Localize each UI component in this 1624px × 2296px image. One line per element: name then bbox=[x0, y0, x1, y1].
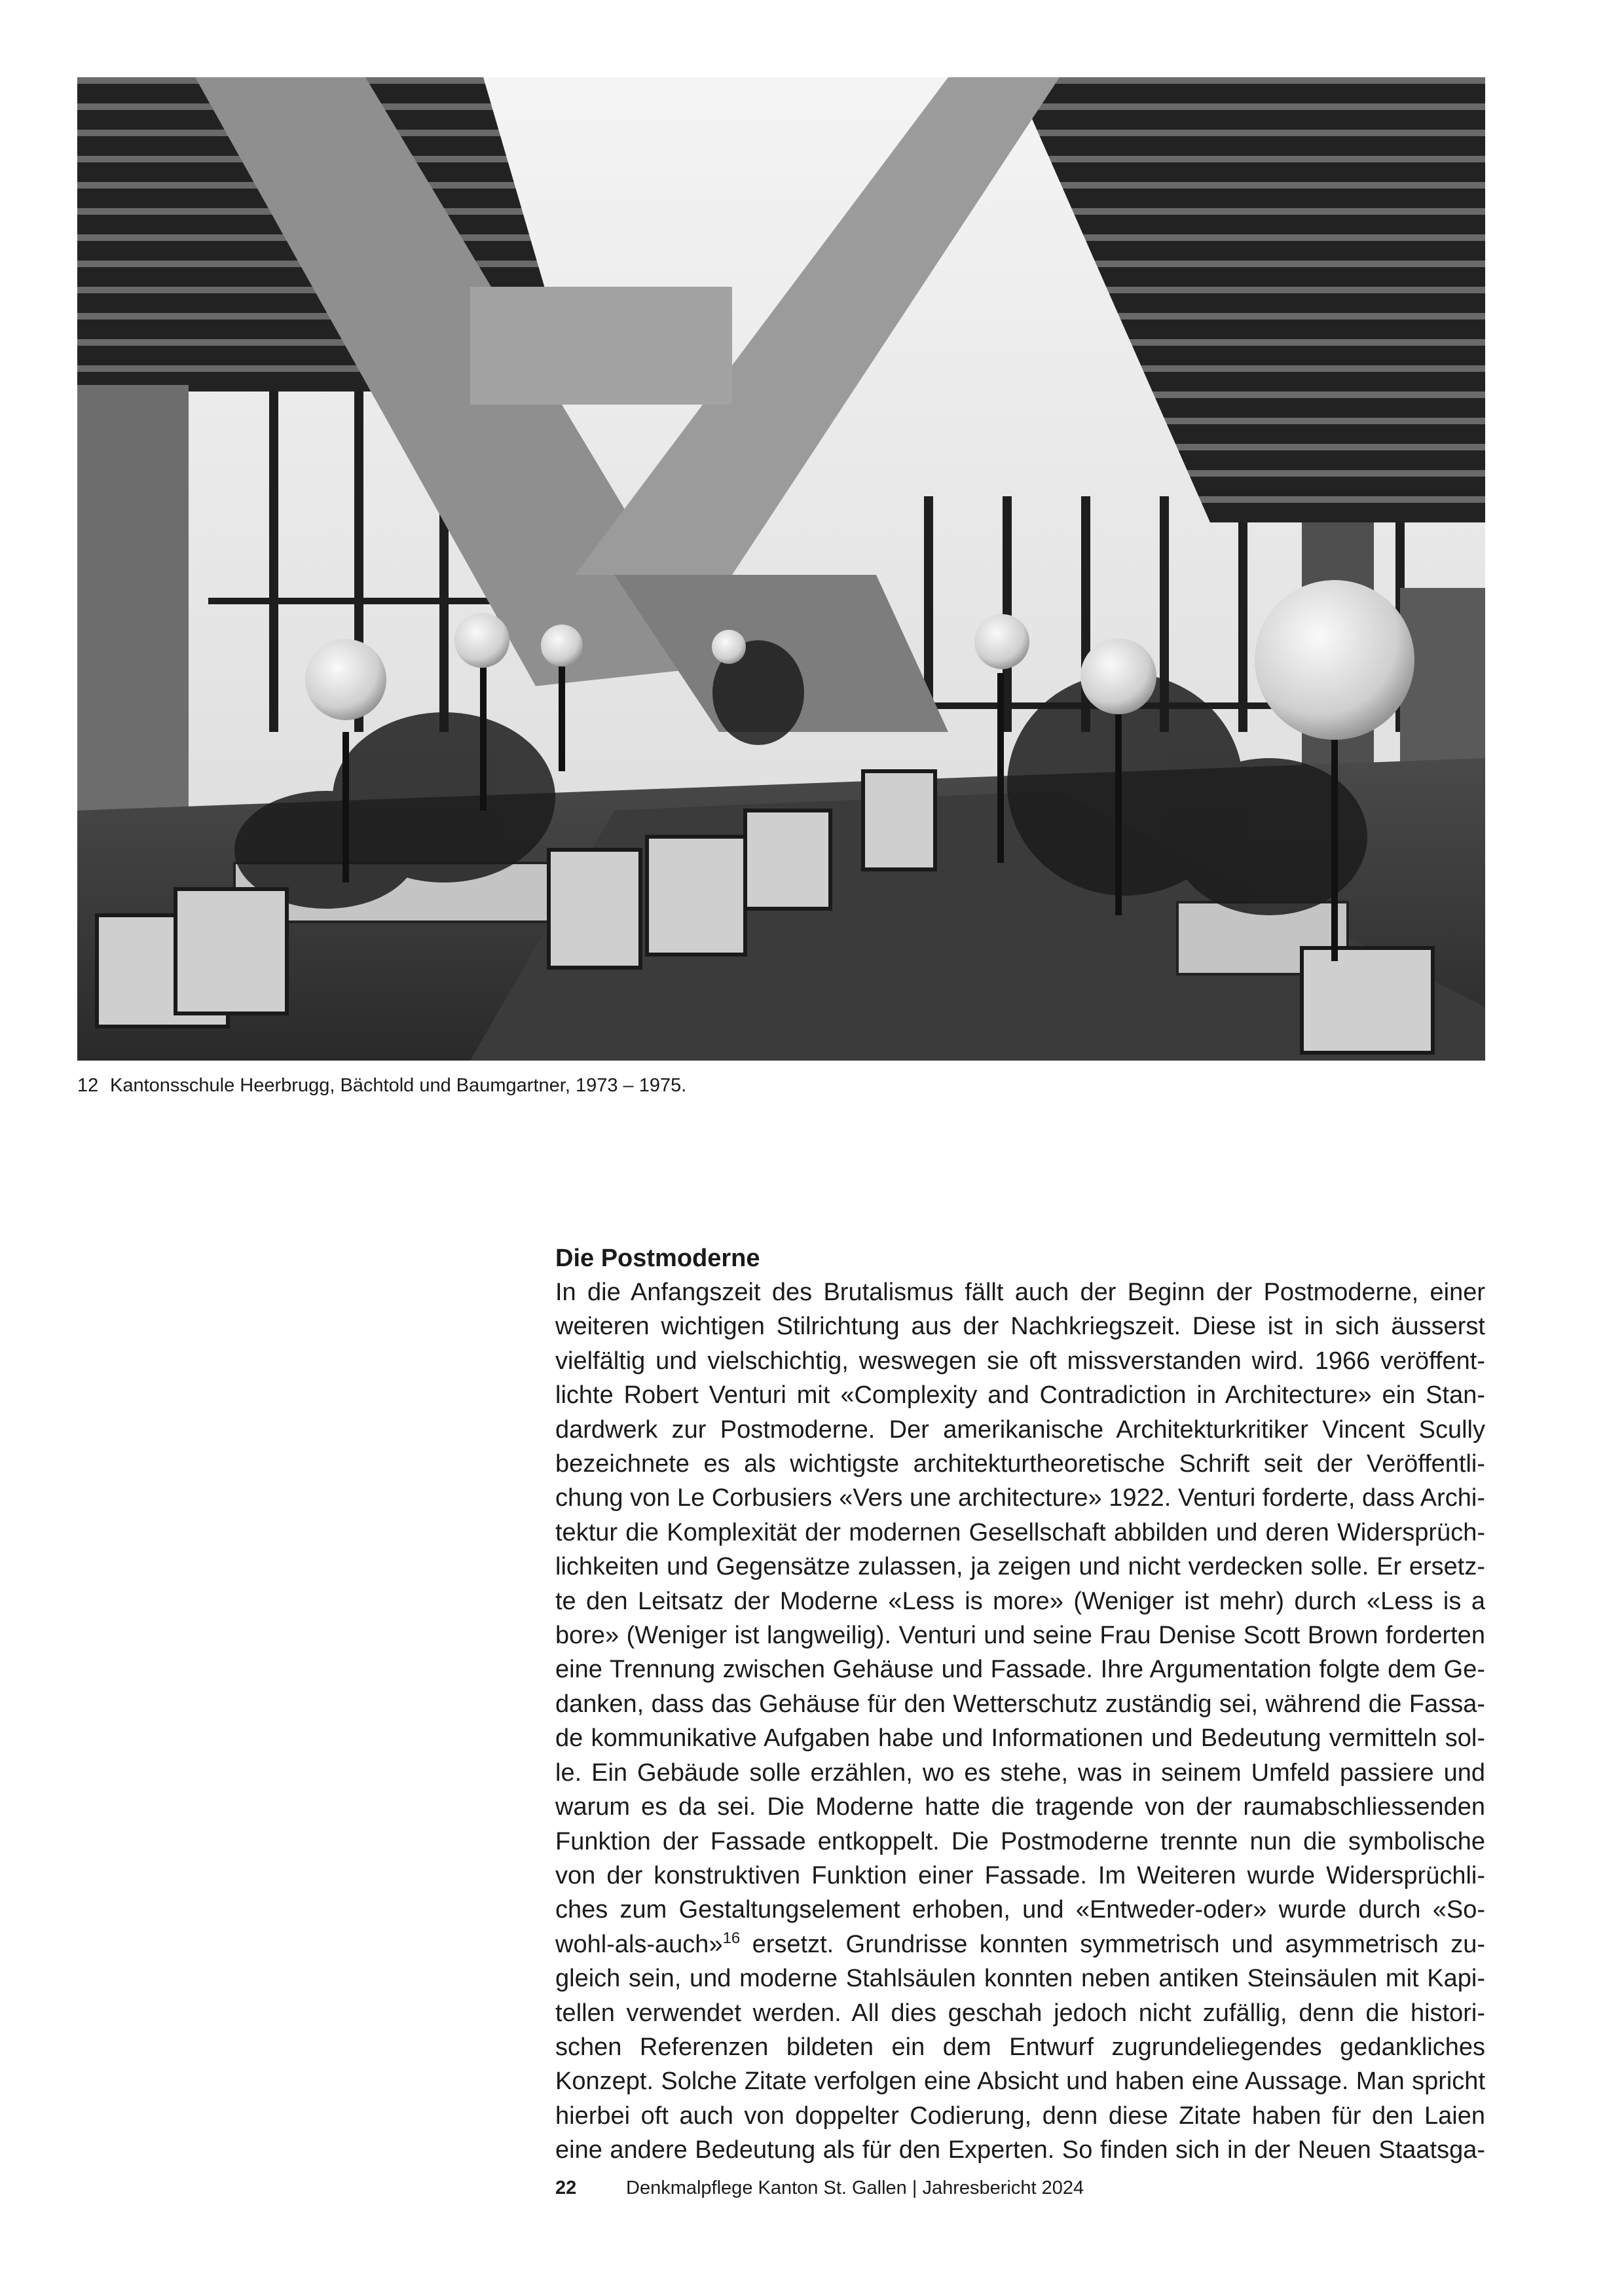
section-heading: Die Postmoderne bbox=[555, 1245, 760, 1272]
body-text-part-1: In die Anfangszeit des Brutalismus fällt auch der Beginn der Postmoderne, einer weiteren wichtigen Stilrichtung aus der Nachkriegszeit. Diese ist in sich äusserst vielfältig und vielschichtig, weswegen sie oft missverstanden wird. 1966 veröffent- lichte Robert Venturi mit «Complexity and Contradiction in Architecture» ein Stan- dardwerk zur Postmoderne. Der amerikanische Architekturkritiker Vincent Scully bezeichnete es als wichtigste architekturtheoretische Schrift seit der Veröffentli- chung von Le Corbusiers «Vers une architecture» 1922. Venturi forderte, dass Archi- tektur die Komplexität der modernen Gesellschaft abbilden und deren Widersprüch- lichkeiten und Gegensätze zulassen, ja zeigen und nicht verdecken solle. Er ersetz- te den Leitsatz der Moderne «Less is more» (Weniger ist mehr) durch «Less is a bore» (Weniger ist langweilig). Venturi und seine Frau Denise Scott Brown forderten eine Trennung zwischen Gehäuse und Fassade. Ihre Argumentation folgte dem Ge- danken, dass das Gehäuse für den Wetterschutz zuständig sei, während die Fassa- de kommunikative Aufgaben habe und Informationen und Bedeutung vermitteln sol- le. Ein Gebäude solle erzählen, wo es stehe, was in seinem Umfeld passiere und warum es da sei. Die Moderne hatte die tragende von der raumabschliessenden Funktion der Fassade entkoppelt. Die Postmoderne trennte nun die symbolische von der konstruktiven Funktion einer Fassade. Im Weiteren wurde Widersprüchli- ches zum Gestaltungselement erhoben, und «Entweder-oder» wurde durch «So- wohl-als-auch» bbox=[555, 1279, 1485, 1958]
figure-caption-text: Kantonsschule Heerbrugg, Bächtold und Baumgartner, 1973 – 1975. bbox=[110, 1075, 687, 1096]
figure-caption bbox=[77, 1072, 1485, 1099]
figure-photo bbox=[77, 77, 1485, 1061]
article bbox=[555, 1241, 1485, 2168]
footnote-reference[interactable]: 16 bbox=[722, 1929, 741, 1947]
body-text bbox=[555, 1275, 1485, 2168]
publication-title: Denkmalpflege Kanton St. Gallen | Jahresbericht 2024 bbox=[626, 2178, 1084, 2198]
page-number: 22 bbox=[555, 2178, 577, 2198]
atrium-photo-illustration bbox=[77, 77, 1485, 1061]
body-text-part-2: ersetzt. Grundrisse konnten symmetrisch und asymmetrisch zu- gleich sein, und moderne Stahlsäulen konnten neben antiken Steinsäulen mit Kapi- tellen verwendet werden. All dies geschah jedoch nicht zufällig, denn die histori- schen Referenzen bildeten ein dem Entwurf zugrundeliegendes gedankliches Konzept. Solche Zitate verfolgen eine Absicht und haben eine Aussage. Man spricht hierbei oft auch von doppelter Codierung, denn diese Zitate haben für den Laien eine andere Bedeutung als für den Experten. So finden sich in der Neuen Staatsga- bbox=[555, 1930, 1485, 2164]
figure-number: 12 bbox=[77, 1075, 99, 1096]
page-footer bbox=[555, 2175, 1485, 2201]
